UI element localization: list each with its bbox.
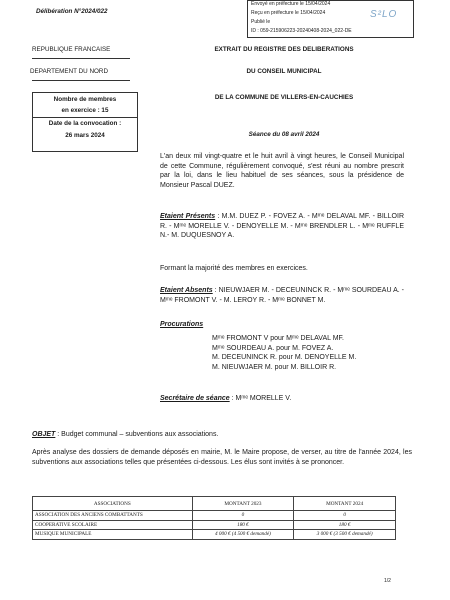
objet-text: : Budget communal – subventions aux associations.	[57, 431, 219, 438]
absents-label: Etaient Absents	[160, 287, 213, 294]
table-header-row	[33, 497, 396, 511]
stamp-line-3: Publié le	[251, 19, 271, 25]
page-number: 1/2	[384, 578, 391, 584]
intro-paragraph: L'an deux mil vingt-quatre et le huit avril à vingt heures, le Conseil Municipal de cette Commune, régulièrement convoqué, s'est réuni au nombre prescrit par la loi, dans le lieu habituel de ses séances, sous la présidence de Monsieur Pascal DUEZ.	[160, 153, 404, 189]
procurations-label: Procurations	[160, 321, 204, 328]
divider-2	[32, 80, 130, 81]
subventions-table	[32, 496, 396, 540]
title-line-1: EXTRAIT DU REGISTRE DES DELIBERATIONS	[214, 46, 354, 53]
republique-francaise: REPUBLIQUE FRANCAISE	[32, 46, 111, 53]
convocation-date: 26 mars 2024	[65, 132, 105, 139]
header-cell: ASSOCIATIONS	[33, 497, 193, 511]
stamp-line-4: ID : 059-215906223-20240408-2024_022-DE	[251, 28, 352, 34]
membres-exercice: en exercice : 15	[61, 107, 109, 114]
presents-text: : M.M. DUEZ P. - FOVEZ A. - Mᵐᵉ DELAVAL MF. - BILLOIR R. - Mᵐᵉ MORELLE V. - DENOYELLE M. - Mᵐᵉ BRENDLER L. - Mᵐᵉ RUFFLE N.- M. DUQUESNOY A.	[160, 213, 405, 240]
seance-date: Séance du 08 avril 2024	[248, 131, 320, 138]
table-cell: 180 €	[294, 520, 396, 530]
table-row	[33, 511, 396, 521]
table-cell: 0	[192, 511, 294, 521]
presents-paragraph	[160, 212, 404, 241]
procuration-item: M. DECEUNINCK R. pour M. DENOYELLE M.	[212, 354, 357, 362]
procuration-item: M. NIEUWJAER M. pour M. BILLOIR R.	[212, 363, 337, 371]
procuration-item: Mᵐᵉ SOURDEAU A. pour M. FOVEZ A.	[212, 344, 334, 352]
s2lo-logo: S²LO	[370, 9, 398, 20]
secretaire-label: Secrétaire de séance	[160, 395, 230, 402]
deliberation-ref: Délibération N°2024/022	[36, 8, 108, 15]
stamp-line-1: Envoyé en préfecture le 15/04/2024	[251, 1, 331, 7]
table-row	[33, 520, 396, 530]
table-cell: COOPERATIVE SCOLAIRE	[33, 520, 193, 530]
convocation-label: Date de la convocation :	[48, 120, 122, 127]
majorite-text: Formant la majorité des membres en exercices.	[160, 265, 308, 272]
secretaire-paragraph	[160, 394, 404, 404]
objet-line	[32, 430, 412, 440]
header-cell: MONTANT 2024	[294, 497, 396, 511]
table-cell: 180 €	[192, 520, 294, 530]
membres-label: Nombre de membres	[53, 96, 117, 103]
title-line-3: DE LA COMMUNE DE VILLERS-EN-CAUCHIES	[214, 94, 354, 101]
table-row	[33, 530, 396, 540]
stamp-line-2: Reçu en préfecture le 15/04/2024	[251, 10, 326, 16]
table-cell: 4 000 € (4 500 € demandé)	[192, 530, 294, 540]
table-cell: 0	[294, 511, 396, 521]
absents-text: : NIEUWJAER M. - DECEUNINCK R. - Mᵐᵉ SOURDEAU A. - Mᵐᵉ FROMONT V. - M. LEROY R. - Mᵐᵉ BONNET M.	[160, 287, 405, 304]
title-line-2: DU CONSEIL MUNICIPAL	[246, 68, 322, 75]
table-cell: MUSIQUE MUNICIPALE	[33, 530, 193, 540]
membres-box	[32, 92, 138, 152]
table-cell: 3 000 € (3 500 € demandé)	[294, 530, 396, 540]
header-cell: MONTANT 2023	[192, 497, 294, 511]
table-cell: ASSOCIATION DES ANCIENS COMBATTANTS	[33, 511, 193, 521]
body-paragraph: Après analyse des dossiers de demande déposés en mairie, M. le Maire propose, de verser, au titre de l'année 2024, les subventions aux associations telles que présentées ci-dessous. Les élus sont invités à se prononcer.	[32, 449, 412, 466]
procurations-list	[212, 334, 402, 372]
absents-paragraph	[160, 286, 404, 305]
objet-label: OBJET	[32, 431, 56, 438]
divider-1	[32, 58, 130, 59]
presents-label: Etaient Présents	[160, 213, 216, 220]
prefecture-stamp	[247, 0, 414, 38]
procuration-item: Mᵐᵉ FROMONT V pour Mᵐᵉ DELAVAL MF.	[212, 335, 344, 342]
secretaire-text: : Mᵐᵉ MORELLE V.	[231, 395, 292, 402]
departement: DEPARTEMENT DU NORD	[30, 68, 109, 75]
